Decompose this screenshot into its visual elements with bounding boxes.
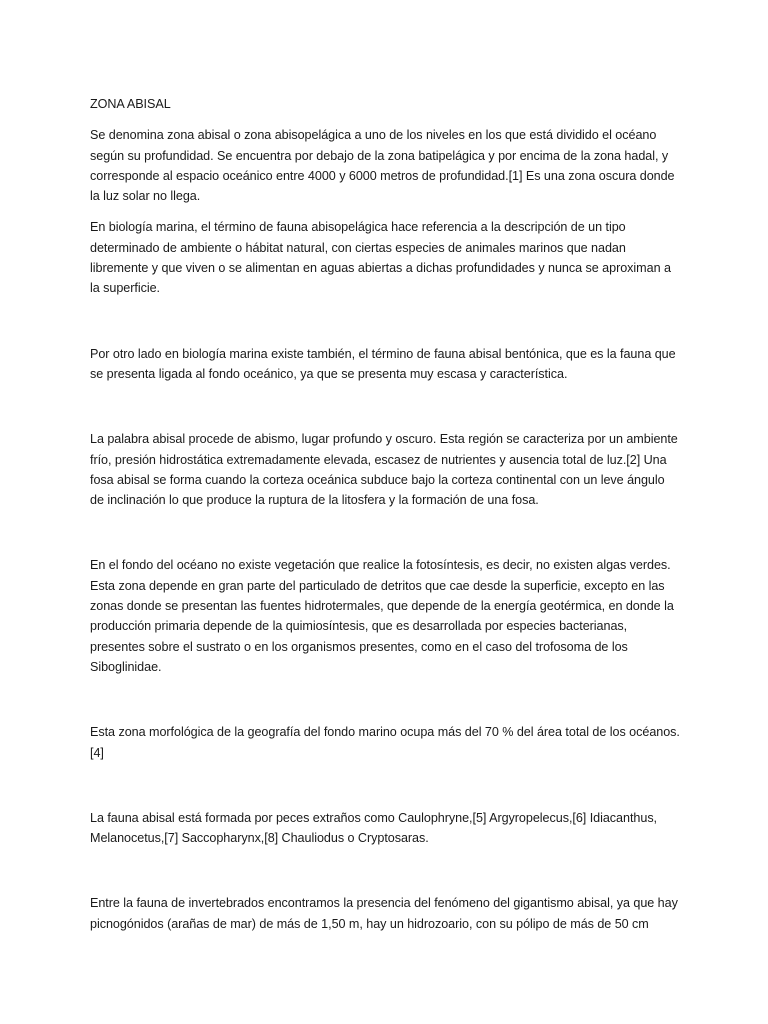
document-body	[90, 94, 680, 934]
document-title: ZONA ABISAL	[90, 97, 171, 111]
paragraph-2: En biología marina, el término de fauna abisopelágica hace referencia a la descripción de un tipo determinado de ambiente o hábitat natural, con ciertas especies de animales marinos que nadan libremente y que viven o se alimentan en aguas abiertas a dichas profundidades y nunca se aproximan a la superficie.	[90, 220, 671, 296]
paragraph-1: Se denomina zona abisal o zona abisopelágica a uno de los niveles en los que está dividido el océano según su profundidad. Se encuentra por debajo de la zona batipelágica y por encima de la zona hadal, y corresponde al espacio oceánico entre 4000 y 6000 metros de profundidad.[1] Es una zona oscura donde la luz solar no llega.	[90, 128, 675, 204]
paragraph-8: Entre la fauna de invertebrados encontramos la presencia del fenómeno del gigantismo abisal, ya que hay picnogónidos (arañas de mar) de más de 1,50 m, hay un hidrozoario, con su pólipo de más de 50 cm	[90, 896, 678, 931]
paragraph-3: Por otro lado en biología marina existe también, el término de fauna abisal bentónica, que es la fauna que se presenta ligada al fondo oceánico, ya que se presenta muy escasa y característica.	[90, 346, 676, 381]
paragraph-6: Esta zona morfológica de la geografía del fondo marino ocupa más del 70 % del área total de los océanos.[4]	[90, 725, 680, 760]
paragraph-4: La palabra abisal procede de abismo, lugar profundo y oscuro. Esta región se caracteriza por un ambiente frío, presión hidrostática extremadamente elevada, escasez de nutrientes y ausencia total de luz.[2] Una fosa abisal se forma cuando la corteza oceánica subduce bajo la corteza continental con un leve ángulo de inclinación lo que produce la ruptura de la litosfera y la formación de una fosa.	[90, 432, 678, 508]
paragraph-7: La fauna abisal está formada por peces extraños como Caulophryne,[5] Argyropelecus,[6] Idiacanthus, Melanocetus,[7] Saccopharynx,[8] Chauliodus o Cryptosaras.	[90, 810, 658, 846]
paragraph-5: En el fondo del océano no existe vegetación que realice la fotosíntesis, es decir, no existen algas verdes. Esta zona depende en gran parte del particulado de detritos que cae desde la superficie, excepto en las zonas donde se presentan las fuentes hidrotermales, que depende de la energía geotérmica, en donde la producción primaria depende de la quimiosíntesis, que es desarrollada por especies bacterianas, presentes sobre el sustrato o en los organismos presentes, como en el caso del trofosoma de los Siboglinidae.	[90, 558, 674, 674]
